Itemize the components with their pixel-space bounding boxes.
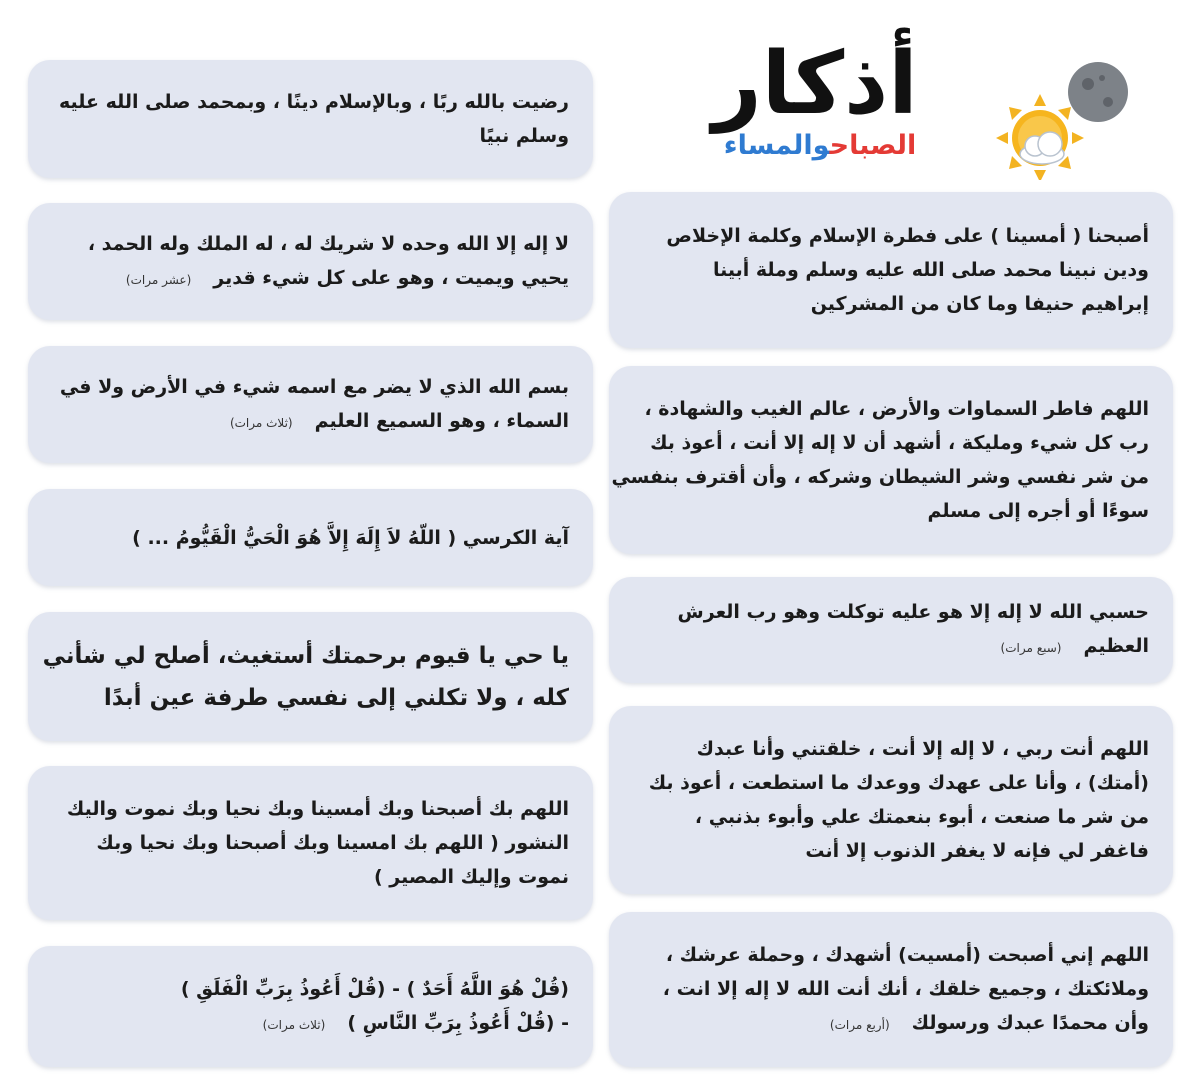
card-text-line: العظيم [1083,635,1149,657]
dhikr-card [609,577,1173,683]
logo-subtitle [710,130,930,161]
card-text-line: ودين نبينا محمد صلى الله عليه وسلم وملة أبينا [713,259,1149,281]
logo-title: أذكار [712,34,918,134]
repeat-count: (ثلاث مرات) [229,415,293,430]
dhikr-card [609,192,1173,348]
card-text-line: يا حي يا قيوم برحمتك أستغيث، أصلح لي شأني [42,642,569,669]
card-text-line: من شر ما صنعت ، أبوء بنعمتك علي وأبوء بذنبي ، [694,806,1149,828]
repeat-count: (ثلاث مرات) [262,1017,326,1032]
card-text-line: بسم الله الذي لا يضر مع اسمه شيء في الأرض ولا في [59,375,569,398]
repeat-count: (أربع مرات) [829,1017,890,1032]
dhikr-card [609,366,1173,554]
card-text-line: وسلم نبيًا [479,125,569,147]
card-text-line: اللهم بك أصبحنا وبك أمسينا وبك نحيا وبك نموت واليك [66,798,569,820]
dhikr-card [609,706,1173,894]
card-text-line: (أمتك) ، وأنا على عهدك ووعدك ما استطعت ، أعوذ بك [648,772,1149,794]
card-text-line: فاغفر لي فإنه لا يغفر الذنوب إلا أنت [805,840,1149,862]
card-text-line: كله ، ولا تكلني إلى نفسي طرفة عين أبدًا [103,684,569,711]
card-text-line: سوءًا أو أجره إلى مسلم [927,500,1149,522]
card-text-line: (قُلْ هُوَ اللَّهُ أَحَدٌ ) - (قُلْ أَعُوذُ بِرَبِّ الْفَلَقِ ) [180,977,569,1000]
dhikr-card [609,912,1173,1067]
card-text-line: إبراهيم حنيفا وما كان من المشركين [810,293,1149,315]
card-text-line: اللهم فاطر السماوات والأرض ، عالم الغيب والشهادة ، [644,398,1149,420]
card-text-line: يحيي ويميت ، وهو على كل شيء قدير [213,266,569,289]
card-text-line: اللهم أنت ربي ، لا إله إلا أنت ، خلقتني وأنا عبدك [696,738,1149,760]
dhikr-card [28,946,593,1067]
logo-subtitle-word1: الصباح [829,130,917,161]
dhikr-card [28,60,593,178]
card-text-line: رضيت بالله ربًا ، وبالإسلام دينًا ، وبمحمد صلى الله عليه [58,91,569,113]
dhikr-card [28,346,593,463]
card-text-line: رب كل شيء ومليكة ، أشهد أن لا إله إلا أنت ، أعوذ بك [650,432,1149,454]
dhikr-card [28,612,593,741]
card-text-line: أصبحنا ( أمسينا ) على فطرة الإسلام وكلمة الإخلاص [666,225,1149,247]
dhikr-card [28,766,593,920]
card-text-line: وأن محمدًا عبدك ورسولك [911,1011,1149,1034]
card-text-line: نموت وإليك المصير ) [374,866,569,888]
card-text-line: - (قُلْ أَعُوذُ بِرَبِّ النَّاسِ ) [347,1011,569,1034]
card-text-line: من شر نفسي وشر الشيطان وشركه ، وأن أقترف بنفسي [611,466,1149,488]
card-text-line: اللهم إني أصبحت (أمسيت) أشهدك ، وحملة عرشك ، [665,943,1149,966]
card-text-line: النشور ( اللهم بك امسينا وبك أصبحنا وبك نحيا وبك [96,832,569,854]
dhikr-card [28,203,593,320]
logo-subtitle-word2: والمساء [723,130,830,161]
dhikr-card [28,489,593,586]
card-text-line: لا إله إلا الله وحده لا شريك له ، له الملك وله الحمد ، [87,232,569,255]
repeat-count: (عشر مرات) [125,272,192,287]
repeat-count: (سبع مرات) [1000,641,1062,655]
card-text-line: السماء ، وهو السميع العليم [314,409,569,432]
card-text-line: وملائكتك ، وجميع خلقك ، أنك أنت الله لا إله إلا انت ، [662,977,1149,1000]
logo [690,30,1150,180]
card-text-line: حسبي الله لا إله إلا هو عليه توكلت وهو رب العرش [677,601,1149,623]
card-text-line: آية الكرسي ( اللّهُ لاَ إِلَهَ إِلاَّ هُوَ الْحَيُّ الْقَيُّومُ ... ) [132,526,569,549]
